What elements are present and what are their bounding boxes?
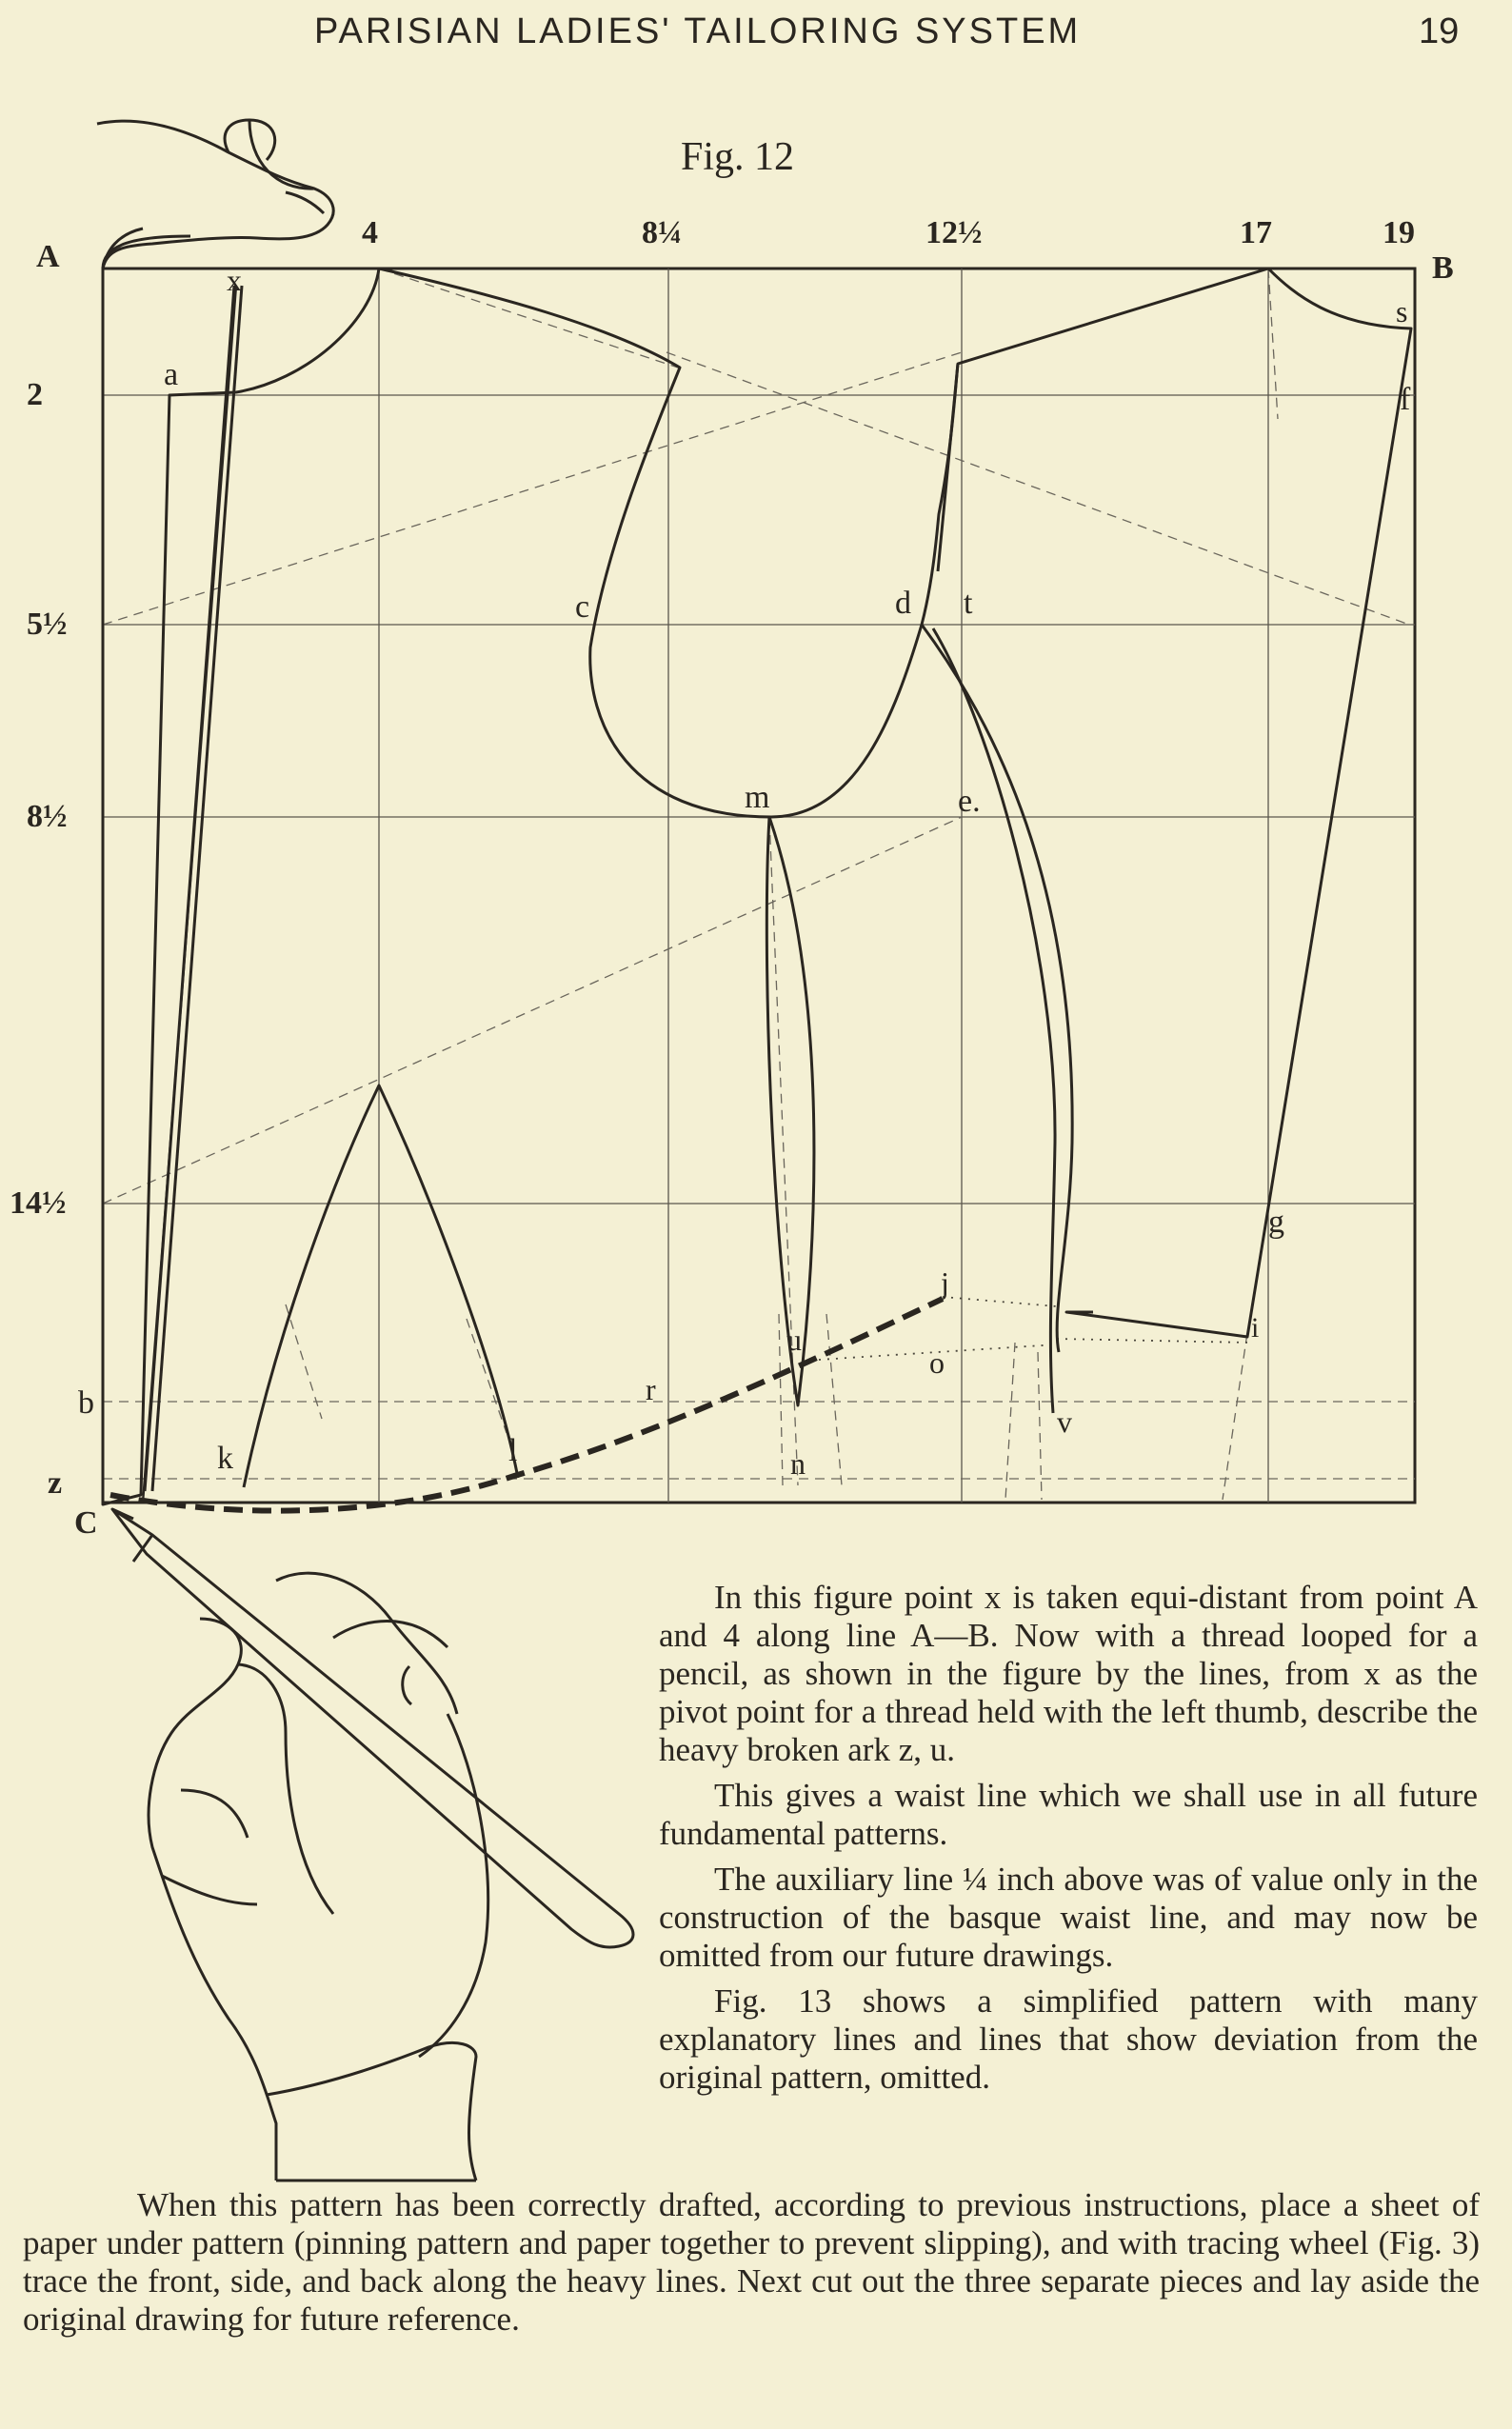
point-label-n: n — [790, 1446, 806, 1481]
running-title: PARISIAN LADIES' TAILORING SYSTEM — [314, 11, 1082, 51]
point-label-u: u — [786, 1323, 802, 1357]
corner-label-b: B — [1432, 250, 1454, 286]
figure-caption: Fig. 12 — [681, 135, 795, 179]
column-label-17: 17 — [1240, 215, 1272, 250]
grid-lines — [103, 269, 1415, 1503]
point-label-e: e. — [958, 784, 981, 819]
paragraph: This gives a waist line which we shall use in all future fundamental patterns. — [659, 1777, 1478, 1852]
row-label-b: b — [78, 1385, 94, 1421]
corner-label-c: C — [74, 1505, 98, 1541]
point-label-v: v — [1057, 1404, 1072, 1439]
row-label-8-1-2: 8½ — [27, 799, 68, 834]
point-label-o: o — [929, 1345, 945, 1380]
corner-label-a: A — [36, 239, 60, 274]
point-label-m: m — [745, 780, 770, 815]
point-label-g: g — [1268, 1205, 1284, 1240]
point-label-i: i — [1251, 1312, 1260, 1344]
point-label-a: a — [164, 357, 179, 392]
point-label-d: d — [895, 586, 911, 621]
point-label-l: l — [508, 1433, 518, 1468]
row-label-14-1-2: 14½ — [10, 1185, 67, 1221]
pencil-hand-illustration — [112, 1509, 633, 2180]
page-number: 19 — [1419, 11, 1460, 51]
point-label-c: c — [575, 589, 590, 625]
row-label-5-1-2: 5½ — [27, 607, 68, 642]
point-label-t: t — [964, 586, 973, 621]
paragraph: In this figure point x is taken equi-distant from point A and 4 along line A—B. Now with a thread looped for a pencil, as shown in the figure by the lines, from x as the pivot point for a thread held with the left thumb, describe the heavy broken ark z, u. — [659, 1579, 1478, 1768]
column-label-19: 19 — [1383, 215, 1415, 250]
column-label-8-1-4: 8¼ — [642, 215, 683, 250]
side-text-column — [659, 1579, 1478, 2104]
construction-lines — [103, 269, 1415, 1500]
column-label-4: 4 — [362, 215, 378, 250]
thumb-hand-illustration — [97, 120, 333, 269]
point-label-x: x — [227, 263, 242, 297]
column-label-12-1-2: 12½ — [925, 215, 983, 250]
draft-frame — [103, 269, 1415, 1503]
point-label-k: k — [217, 1441, 233, 1476]
point-label-r: r — [646, 1372, 656, 1406]
paragraph: When this pattern has been correctly drafted, according to previous instructions, place a sheet of paper under pattern (pinning pattern and paper together to prevent slipping), and with tracing wheel (Fig. 3) trace the front, side, and back along the heavy lines. Next cut out the three separate pieces and lay aside the original drawing for future reference. — [23, 2186, 1480, 2338]
pattern-outlines — [103, 236, 1411, 1504]
bottom-text — [23, 2186, 1480, 2339]
point-label-f: f — [1400, 382, 1411, 417]
row-label-z: z — [48, 1465, 63, 1501]
row-label-2: 2 — [27, 377, 43, 412]
point-label-j: j — [941, 1265, 949, 1300]
paragraph: The auxiliary line ¼ inch above was of value only in the construction of the basque waist line, and may now be omitted from our future drawings. — [659, 1861, 1478, 1974]
paragraph: Fig. 13 shows a simplified pattern with many explanatory lines and lines that show deviation from the original pattern, omitted. — [659, 1982, 1478, 2096]
point-label-s: s — [1396, 294, 1408, 329]
